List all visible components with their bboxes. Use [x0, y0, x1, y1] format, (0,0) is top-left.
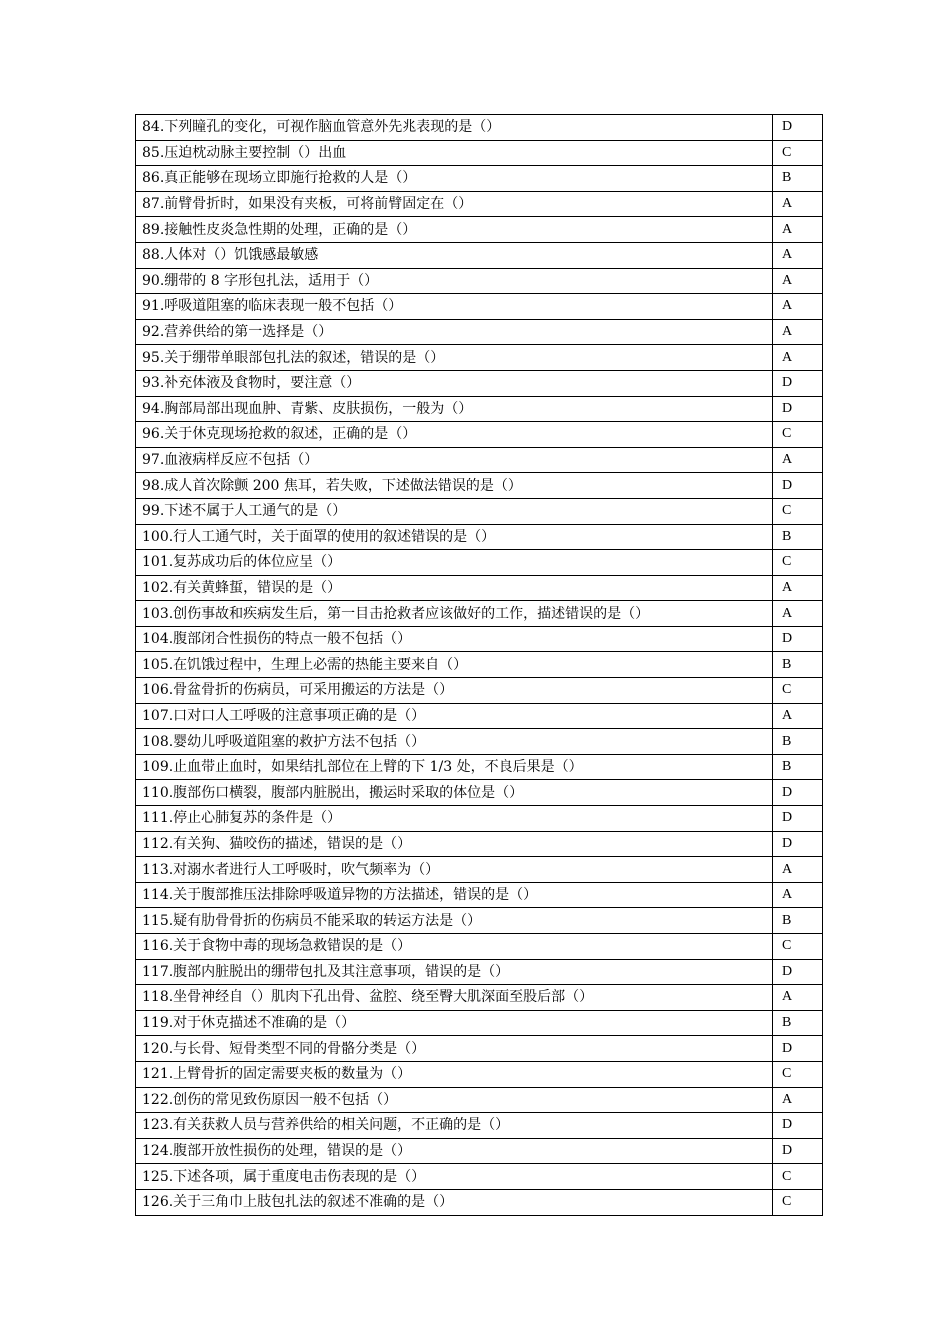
question-cell: 119.对于休克描述不准确的是（） [136, 1010, 773, 1036]
table-row [136, 498, 823, 524]
table-row [136, 1010, 823, 1036]
answer-cell: A [773, 882, 823, 908]
table-row [136, 754, 823, 780]
answer-cell: D [773, 806, 823, 832]
question-cell: 97.血液病样反应不包括（） [136, 447, 773, 473]
answer-cell: D [773, 626, 823, 652]
table-row [136, 166, 823, 192]
table-row [136, 934, 823, 960]
question-cell: 116.关于食物中毒的现场急救错误的是（） [136, 934, 773, 960]
answer-cell: C [773, 678, 823, 704]
table-row [136, 242, 823, 268]
answer-cell: A [773, 447, 823, 473]
table-row [136, 191, 823, 217]
table-row [136, 550, 823, 576]
table-row [136, 575, 823, 601]
question-cell: 86.真正能够在现场立即施行抢救的人是（） [136, 166, 773, 192]
answer-cell: A [773, 1087, 823, 1113]
table-row [136, 370, 823, 396]
table-row [136, 806, 823, 832]
table-row [136, 473, 823, 499]
table-row [136, 626, 823, 652]
table-row [136, 1113, 823, 1139]
table-row [136, 831, 823, 857]
answer-cell: C [773, 498, 823, 524]
table-row [136, 780, 823, 806]
table-row [136, 217, 823, 243]
answer-cell: D [773, 115, 823, 141]
question-cell: 115.疑有肋骨骨折的伤病员不能采取的转运方法是（） [136, 908, 773, 934]
answer-cell: D [773, 780, 823, 806]
answer-cell: A [773, 268, 823, 294]
table-row [136, 882, 823, 908]
question-cell: 113.对溺水者进行人工呼吸时，吹气频率为（） [136, 857, 773, 883]
table-row [136, 1164, 823, 1190]
answer-cell: C [773, 550, 823, 576]
table-row [136, 652, 823, 678]
table-row [136, 294, 823, 320]
question-cell: 107.口对口人工呼吸的注意事项正确的是（） [136, 703, 773, 729]
table-row [136, 1061, 823, 1087]
answer-cell: C [773, 140, 823, 166]
table-row [136, 422, 823, 448]
question-cell: 84.下列瞳孔的变化，可视作脑血管意外先兆表现的是（） [136, 115, 773, 141]
answer-cell: D [773, 831, 823, 857]
answer-cell: C [773, 1189, 823, 1215]
question-cell: 88.人体对（）饥饿感最敏感 [136, 242, 773, 268]
question-cell: 95.关于绷带单眼部包扎法的叙述，错误的是（） [136, 345, 773, 371]
question-cell: 111.停止心肺复苏的条件是（） [136, 806, 773, 832]
table-row [136, 345, 823, 371]
question-cell: 117.腹部内脏脱出的绷带包扎及其注意事项，错误的是（） [136, 959, 773, 985]
question-cell: 124.腹部开放性损伤的处理，错误的是（） [136, 1138, 773, 1164]
table-row [136, 857, 823, 883]
question-cell: 126.关于三角巾上肢包扎法的叙述不准确的是（） [136, 1189, 773, 1215]
question-cell: 98.成人首次除颤 200 焦耳，若失败，下述做法错误的是（） [136, 473, 773, 499]
question-cell: 101.复苏成功后的体位应呈（） [136, 550, 773, 576]
answer-cell: A [773, 319, 823, 345]
table-row [136, 396, 823, 422]
answer-cell: A [773, 191, 823, 217]
table-row [136, 985, 823, 1011]
table-row [136, 140, 823, 166]
answer-cell: A [773, 345, 823, 371]
answer-cell: D [773, 1113, 823, 1139]
question-cell: 89.接触性皮炎急性期的处理，正确的是（） [136, 217, 773, 243]
question-cell: 108.婴幼儿呼吸道阻塞的救护方法不包括（） [136, 729, 773, 755]
answer-cell: C [773, 1061, 823, 1087]
table-row [136, 601, 823, 627]
answer-cell: D [773, 1036, 823, 1062]
table-row [136, 1036, 823, 1062]
question-cell: 102.有关黄蜂蜇，错误的是（） [136, 575, 773, 601]
answer-cell: B [773, 729, 823, 755]
answer-cell: B [773, 754, 823, 780]
answer-cell: A [773, 217, 823, 243]
question-cell: 114.关于腹部推压法排除呼吸道异物的方法描述，错误的是（） [136, 882, 773, 908]
table-row [136, 703, 823, 729]
table-row [136, 319, 823, 345]
question-cell: 87.前臂骨折时，如果没有夹板，可将前臂固定在（） [136, 191, 773, 217]
question-cell: 92.营养供给的第一选择是（） [136, 319, 773, 345]
question-cell: 121.上臂骨折的固定需要夹板的数量为（） [136, 1061, 773, 1087]
question-cell: 100.行人工通气时，关于面罩的使用的叙述错误的是（） [136, 524, 773, 550]
question-cell: 85.压迫枕动脉主要控制（）出血 [136, 140, 773, 166]
answer-cell: A [773, 601, 823, 627]
answer-cell: A [773, 985, 823, 1011]
answer-cell: B [773, 524, 823, 550]
table-row [136, 524, 823, 550]
answer-cell: D [773, 370, 823, 396]
answer-cell: B [773, 908, 823, 934]
table-row [136, 959, 823, 985]
answer-cell: D [773, 1138, 823, 1164]
answer-cell: A [773, 703, 823, 729]
question-cell: 91.呼吸道阻塞的临床表现一般不包括（） [136, 294, 773, 320]
table-row [136, 447, 823, 473]
question-cell: 105.在饥饿过程中，生理上必需的热能主要来自（） [136, 652, 773, 678]
answer-cell: C [773, 422, 823, 448]
question-cell: 118.坐骨神经自（）肌肉下孔出骨、盆腔、绕至臀大肌深面至股后部（） [136, 985, 773, 1011]
answer-cell: C [773, 1164, 823, 1190]
answer-cell: B [773, 166, 823, 192]
table-row [136, 678, 823, 704]
question-cell: 123.有关获救人员与营养供给的相关问题，不正确的是（） [136, 1113, 773, 1139]
question-cell: 99.下述不属于人工通气的是（） [136, 498, 773, 524]
table-row [136, 115, 823, 141]
question-cell: 94.胸部局部出现血肿、青紫、皮肤损伤，一般为（） [136, 396, 773, 422]
question-cell: 120.与长骨、短骨类型不同的骨骼分类是（） [136, 1036, 773, 1062]
table-row [136, 268, 823, 294]
answer-cell: D [773, 473, 823, 499]
table-body [136, 115, 823, 1216]
answer-cell: B [773, 652, 823, 678]
question-cell: 96.关于休克现场抢救的叙述，正确的是（） [136, 422, 773, 448]
answer-cell: A [773, 242, 823, 268]
answer-cell: D [773, 959, 823, 985]
question-cell: 125.下述各项，属于重度电击伤表现的是（） [136, 1164, 773, 1190]
question-cell: 109.止血带止血时，如果结扎部位在上臂的下 1/3 处，不良后果是（） [136, 754, 773, 780]
table-row [136, 729, 823, 755]
table-row [136, 1087, 823, 1113]
question-cell: 110.腹部伤口横裂，腹部内脏脱出，搬运时采取的体位是（） [136, 780, 773, 806]
answer-cell: A [773, 294, 823, 320]
question-cell: 104.腹部闭合性损伤的特点一般不包括（） [136, 626, 773, 652]
answer-cell: C [773, 934, 823, 960]
answer-cell: A [773, 857, 823, 883]
question-cell: 106.骨盆骨折的伤病员，可采用搬运的方法是（） [136, 678, 773, 704]
question-cell: 122.创伤的常见致伤原因一般不包括（） [136, 1087, 773, 1113]
answer-cell: D [773, 396, 823, 422]
table-row [136, 908, 823, 934]
question-cell: 90.绷带的 8 字形包扎法，适用于（） [136, 268, 773, 294]
table-row [136, 1138, 823, 1164]
answer-cell: A [773, 575, 823, 601]
question-cell: 103.创伤事故和疾病发生后，第一目击抢救者应该做好的工作，描述错误的是（） [136, 601, 773, 627]
table-row [136, 1189, 823, 1215]
question-cell: 93.补充体液及食物时，要注意（） [136, 370, 773, 396]
question-cell: 112.有关狗、猫咬伤的描述，错误的是（） [136, 831, 773, 857]
answer-cell: B [773, 1010, 823, 1036]
question-answer-table [135, 114, 823, 1216]
